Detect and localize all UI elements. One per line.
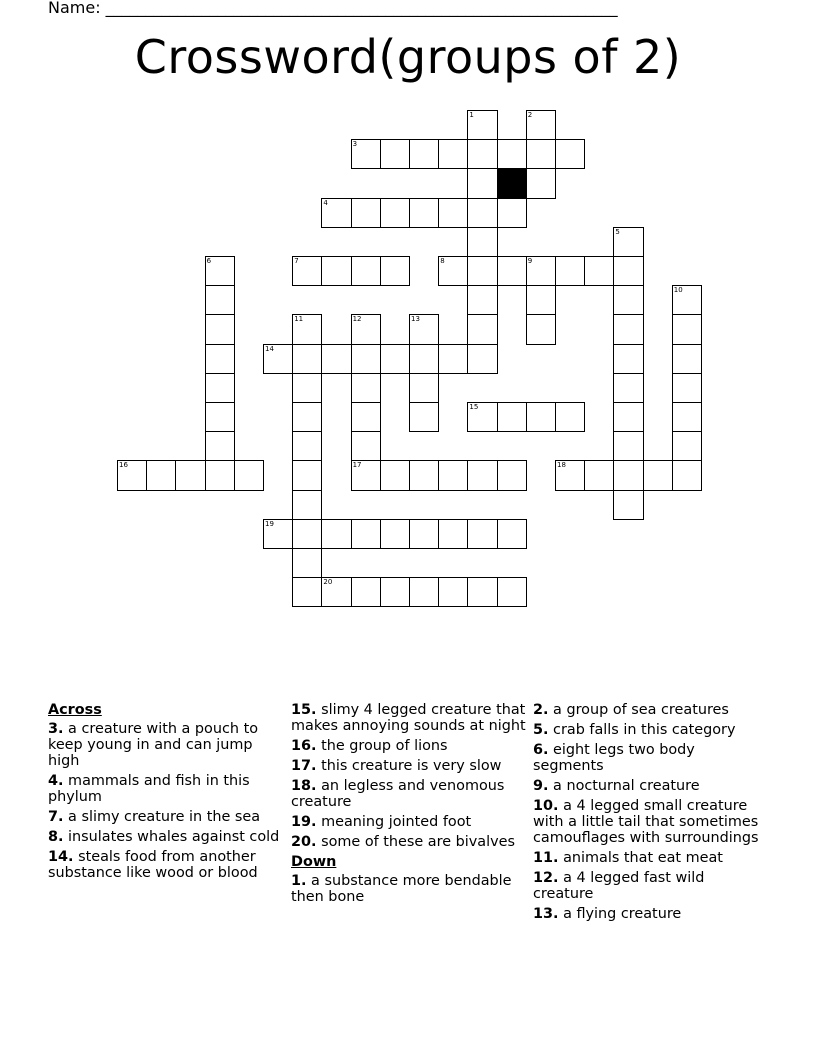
grid-cell[interactable] [613,256,643,286]
grid-cell[interactable] [526,314,556,344]
grid-cell[interactable] [380,460,410,490]
clue-number: 19 [265,519,274,528]
grid-cell[interactable] [497,256,527,286]
clue-column-3 [533,702,768,926]
grid-cell[interactable] [351,431,381,461]
clue-down-1: 1. a substance more bendable then bone [291,873,512,905]
grid-cell[interactable] [409,198,439,228]
grid-cell[interactable] [467,110,497,140]
grid-cell[interactable] [467,577,497,607]
grid-cell[interactable] [526,285,556,315]
clue-number: 14 [265,344,274,353]
across-heading: Across [48,702,102,718]
grid-cell[interactable] [438,577,468,607]
name-field-label: Name: ________________________________________________________________ [48,0,618,17]
grid-cell[interactable] [321,519,351,549]
grid-cell[interactable] [292,519,322,549]
clue-across-8: 8. insulates whales against cold [48,829,280,845]
grid-cell[interactable] [672,431,702,461]
page-title: Crossword(groups of 2) [134,30,682,84]
grid-cell[interactable] [672,460,702,490]
grid-cell[interactable] [351,139,381,169]
grid-cell[interactable] [467,285,497,315]
grid-cell[interactable] [292,431,322,461]
clue-number: 6 [206,257,212,265]
grid-cell[interactable] [497,198,527,228]
clue-number: 13 [411,315,420,324]
grid-cell[interactable] [438,198,468,228]
grid-cell[interactable] [380,139,410,169]
grid-cell[interactable] [613,402,643,432]
grid-cell[interactable] [292,373,322,403]
grid-cell[interactable] [351,577,381,607]
grid-cell[interactable] [292,548,322,578]
grid-cell[interactable] [409,314,439,344]
grid-cell[interactable] [409,519,439,549]
grid-cell[interactable] [380,577,410,607]
grid-cell[interactable] [555,139,585,169]
grid-cell[interactable] [351,344,381,374]
grid-cell[interactable] [351,402,381,432]
clue-across-19: 19. meaning jointed foot [291,814,472,830]
grid-cell[interactable] [380,519,410,549]
grid-cell[interactable] [526,402,556,432]
clue-number: 15 [469,403,479,411]
clue-number: 12 [352,315,362,324]
grid-cell[interactable] [643,460,673,490]
grid-cell[interactable] [321,256,351,286]
grid-cell[interactable] [467,139,497,169]
grid-cell[interactable] [351,460,381,490]
grid-cell[interactable] [613,227,643,257]
grid-cell[interactable] [205,256,235,286]
grid-cell[interactable] [205,344,235,374]
grid-cell[interactable] [555,256,585,286]
grid-cell[interactable] [497,402,527,432]
grid-cell[interactable] [438,256,468,286]
grid-cell[interactable] [613,373,643,403]
grid-cell[interactable] [351,314,381,344]
grid-cell[interactable] [321,344,351,374]
clue-number: 1 [469,111,474,119]
grid-cell[interactable] [351,519,381,549]
grid-cell[interactable] [555,460,585,490]
clue-column-2 [291,702,526,909]
grid-cell[interactable] [555,402,585,432]
grid-cell[interactable] [380,344,410,374]
clue-across-7: 7. a slimy creature in the sea [48,809,261,825]
grid-cell[interactable] [380,256,410,286]
grid-cell[interactable] [117,460,147,490]
clue-across-15: 15. slimy 4 legged creature that makes annoying sounds at night [291,702,526,734]
clue-number: 20 [323,578,333,587]
grid-cell[interactable] [467,256,497,286]
clue-number: 7 [294,257,299,265]
grid-cell[interactable] [497,577,527,607]
grid-cell[interactable] [321,198,351,228]
grid-cell[interactable] [467,314,497,344]
grid-cell[interactable] [526,168,556,198]
grid-cell[interactable] [205,314,235,344]
clue-down-6: 6. eight legs two body segments [533,742,695,774]
grid-cell[interactable] [292,344,322,374]
grid-cell[interactable] [467,460,497,490]
grid-cell[interactable] [497,139,527,169]
grid-cell[interactable] [467,198,497,228]
grid-cell[interactable] [409,139,439,169]
grid-cell[interactable] [613,314,643,344]
grid-cell[interactable] [205,285,235,315]
clue-number: 11 [294,315,304,324]
clue-number: 10 [673,286,683,295]
grid-cell[interactable] [205,431,235,461]
grid-cell[interactable] [672,344,702,374]
grid-cell[interactable] [234,460,264,490]
grid-cell[interactable] [467,402,497,432]
grid-cell[interactable] [526,256,556,286]
grid-cell[interactable] [292,490,322,520]
grid-cell[interactable] [292,460,322,490]
grid-cell[interactable] [584,460,614,490]
grid-cell[interactable] [292,314,322,344]
grid-cell[interactable] [292,256,322,286]
grid-cell[interactable] [526,139,556,169]
grid-cell[interactable] [497,519,527,549]
clue-down-9: 9. a nocturnal creature [533,778,700,794]
clue-across-4: 4. mammals and fish in this phylum [48,773,250,805]
clue-number: 3 [352,140,358,149]
grid-cell[interactable] [672,402,702,432]
grid-cell[interactable] [672,373,702,403]
grid-cell[interactable] [438,344,468,374]
down-heading: Down [291,854,337,870]
clue-number: 5 [615,227,620,236]
clue-across-14: 14. steals food from another substance like wood or blood [48,849,258,881]
clue-down-12: 12. a 4 legged fast wild creature [533,870,705,902]
clue-down-5: 5. crab falls in this category [533,722,736,738]
clue-across-3: 3. a creature with a pouch to keep young in and can jump high [48,721,259,769]
grid-cell[interactable] [409,577,439,607]
clue-number: 16 [119,461,128,470]
grid-cell[interactable] [292,577,322,607]
clue-number: 8 [440,257,445,265]
grid-cell-black [497,168,527,198]
grid-cell[interactable] [146,460,176,490]
grid-cell[interactable] [438,460,468,490]
grid-cell[interactable] [409,344,439,374]
clue-down-11: 11. animals that eat meat [533,850,723,866]
grid-cell[interactable] [467,344,497,374]
clue-across-20: 20. some of these are bivalves [291,834,515,850]
clue-across-17: 17. this creature is very slow [291,758,502,774]
grid-cell[interactable] [263,344,293,374]
grid-cell[interactable] [292,402,322,432]
grid-cell[interactable] [205,460,235,490]
grid-cell[interactable] [175,460,205,490]
grid-cell[interactable] [409,402,439,432]
clue-number: 9 [527,257,533,265]
grid-cell[interactable] [409,460,439,490]
clue-number: 2 [527,111,533,119]
grid-cell[interactable] [205,402,235,432]
clue-number: 17 [352,461,362,470]
grid-cell[interactable] [526,110,556,140]
clue-column-1 [48,702,283,885]
grid-cell[interactable] [380,198,410,228]
grid-cell[interactable] [321,577,351,607]
grid-cell[interactable] [438,519,468,549]
grid-cell[interactable] [467,227,497,257]
grid-cell[interactable] [205,373,235,403]
grid-cell[interactable] [351,198,381,228]
clue-down-13: 13. a flying creature [533,906,682,922]
clue-number: 18 [557,461,566,470]
grid-cell[interactable] [409,373,439,403]
clue-across-18: 18. an legless and venomous creature [291,778,505,810]
grid-cell[interactable] [613,431,643,461]
clue-down-2: 2. a group of sea creatures [533,702,729,718]
grid-cell[interactable] [438,139,468,169]
grid-cell[interactable] [467,519,497,549]
grid-cell[interactable] [613,460,643,490]
grid-cell[interactable] [672,285,702,315]
grid-cell[interactable] [467,168,497,198]
grid-cell[interactable] [613,344,643,374]
clue-number: 4 [323,198,328,207]
grid-cell[interactable] [672,314,702,344]
grid-cell[interactable] [351,256,381,286]
grid-cell[interactable] [613,490,643,520]
grid-cell[interactable] [497,460,527,490]
clue-down-10: 10. a 4 legged small creature with a little tail that sometimes camouflages with surroundings [533,798,759,846]
clue-across-16: 16. the group of lions [291,738,448,754]
grid-cell[interactable] [584,256,614,286]
grid-cell[interactable] [351,373,381,403]
grid-cell[interactable] [613,285,643,315]
grid-cell[interactable] [263,519,293,549]
